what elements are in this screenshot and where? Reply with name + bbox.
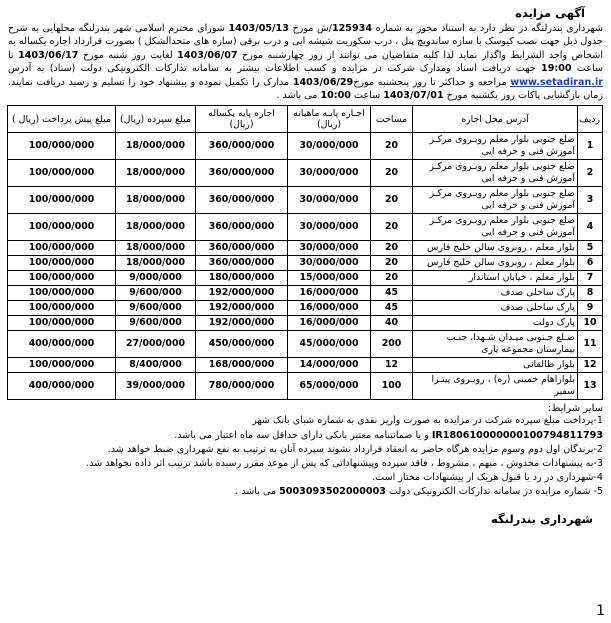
cell-yearly: 180/000/000 [196,271,288,286]
condition-1-text-b: و یا ضمانتنامه معتبر بانکی دارای حداقل سه ماه اعتبار می باشد. [174,429,432,441]
intro-text-2: /ش مورخ [288,23,332,34]
ad-title: آگهی مزایده [515,6,585,20]
cell-deposit: 8/400/000 [116,358,196,373]
cell-prepay: 400/000/000 [8,331,116,358]
cell-prepay: 100/000/000 [8,316,116,331]
cell-address: بلوار معلم ، خیابان استاندار [413,271,578,286]
intro-text-1: شهرداری بندرلنگه در نظر دارد به استناد مجوز به شماره [372,23,604,34]
cell-area: 20 [371,271,413,286]
cell-prepay: 100/000/000 [8,133,116,160]
cell-row: 13 [578,373,603,400]
cell-yearly: 192/000/000 [196,301,288,316]
cell-deposit: 9/000/000 [116,271,196,286]
table-header-row [8,106,603,133]
table-row [8,358,603,373]
cell-deposit: 9/600/000 [116,286,196,301]
cell-monthly: 30/000/000 [288,187,371,214]
intro-text-9: ساعت [350,90,384,102]
cell-prepay: 100/000/000 [8,160,116,187]
intro-text-8: مدارک را تکمیل نموده و پیشنهاد خود را تسلیم و رسید دریافت نمایند. زمان بازگشایی پاکات روز یکشنبه مورخ [8,76,603,102]
table-row [8,187,603,214]
cell-address: پارک ساحلی صدف [413,301,578,316]
ad-intro [8,22,603,102]
cell-monthly: 15/000/000 [288,271,371,286]
condition-4: 4-شهرداری در رد یا قبول هریک از پیشنهادات مختار است. [372,472,603,484]
table-row [8,133,603,160]
cell-monthly: 65/000/000 [288,373,371,400]
cell-prepay: 400/000/000 [8,373,116,400]
cell-yearly: 360/000/000 [196,241,288,256]
header-monthly-rent: اجـاره پایـه ماهیانه (ریال) [288,106,371,133]
table-row [8,256,603,271]
permit-number: 125934 [331,23,372,34]
condition-1 [8,414,603,442]
table-row [8,316,603,331]
cell-area: 20 [371,160,413,187]
table-body [8,133,603,400]
cell-row: 2 [578,160,603,187]
cell-prepay: 100/000/000 [8,286,116,301]
cell-address: ضلع جنوبی بلوار معلم روبـروی مرکـز آموزش فنی و حرفه ایی [413,160,578,187]
cell-area: 45 [371,301,413,316]
end-date: 1403/06/17 [18,49,79,61]
cell-address: ضـلع جـنوبی میـدان شـهدا، جنـب بیمارستان مجموعه یاری [413,331,578,358]
cell-monthly: 30/000/000 [288,160,371,187]
cell-area: 12 [371,358,413,373]
intro-text-4: لغایت روز شنبه مورخ [78,49,178,61]
cell-prepay: 100/000/000 [8,187,116,214]
cell-area: 20 [371,256,413,271]
intro-text-3: شورای محترم اسلامی شهر بندرلنگه محلهایی به شرح جدول ذیل جهت نصب کیوسک با سازه ساندویچ پنل ، درب سکوریت شیشه ایی و درب برقی (سازه های متحدالشکل ) بصورت قرارداد اجاره یکساله به اشخاص واجد الشرایط واگذار نماید لذا کلیه متقاضیان می توانند از روز چهارشنبه مورخ [8,23,603,61]
condition-2: 2-برندگان اول دوم وسوم مزایده هرگاه حاضر به انعقاد قرارداد نشوند سپرده آنان به ترتیب به نفع شهرداری ضبط خواهد شد. [107,443,603,455]
cell-address: بلوار طالقانی [413,358,578,373]
table-row [8,214,603,241]
cell-yearly: 192/000/000 [196,316,288,331]
open-time: 10:00 [320,90,351,102]
cell-area: 20 [371,241,413,256]
cell-address: بلوار معلم ، روبروی سالن خلیج فارس [413,241,578,256]
open-date: 1403/07/01 [383,90,444,102]
cell-row: 7 [578,271,603,286]
cell-area: 20 [371,187,413,214]
cell-row: 10 [578,316,603,331]
corner-mark: 1 [596,603,605,619]
cell-deposit: 9/600/000 [116,316,196,331]
cell-prepay: 100/000/000 [8,358,116,373]
cell-row: 4 [578,214,603,241]
cell-address: ضلع جنوبی بلوار معلم روبـروی مرکـز آموزش فنی و حرفه ایی [413,187,578,214]
cell-monthly: 30/000/000 [288,256,371,271]
cell-monthly: 45/000/000 [288,331,371,358]
table-row [8,241,603,256]
cell-row: 8 [578,286,603,301]
intro-text-5: تا ساعت [8,49,603,75]
cell-area: 45 [371,286,413,301]
conditions-title: سایر شرایط: [547,403,603,415]
signature: شهرداری بندرلنگه [490,511,593,526]
cell-row: 3 [578,187,603,214]
cell-row: 1 [578,133,603,160]
table-row [8,331,603,358]
cell-yearly: 360/000/000 [196,133,288,160]
submit-date: 1403/06/29 [292,76,354,88]
header-prepayment: مبلغ پیش پرداخت (ریال ) [8,106,116,133]
sheba-number: IR180610000000100794811793 [431,429,603,441]
condition-5-text-b: می باشد . [235,486,280,498]
cell-monthly: 16/000/000 [288,316,371,331]
cell-row: 6 [578,256,603,271]
header-yearly-rent: اجاره پایه یکساله (ریال) [196,106,288,133]
intro-text-6: جهت دریافت اسناد ومدارک شرکت در مزایده و کسب اطلاعات بیشتر به سامانه تدارکات الکترونیکی دولت (ستاد) به آدرس [8,63,542,75]
cell-yearly: 360/000/000 [196,256,288,271]
cell-deposit: 39/000/000 [116,373,196,400]
header-address: آدرس محل اجاره [413,106,578,133]
cell-address: پارک ساحلی صدف [413,286,578,301]
cell-monthly: 30/000/000 [288,214,371,241]
cell-row: 11 [578,331,603,358]
cell-row: 5 [578,241,603,256]
cell-deposit: 18/000/000 [116,187,196,214]
cell-deposit: 27/000/000 [116,331,196,358]
header-area: مساحت [371,106,413,133]
cell-prepay: 100/000/000 [8,241,116,256]
ad-page [8,6,603,526]
cell-deposit: 9/600/000 [116,301,196,316]
cell-deposit: 18/000/000 [116,160,196,187]
cell-row: 9 [578,301,603,316]
locations-table [7,105,603,400]
cell-area: 200 [371,331,413,358]
intro-text-10: می باشد . [276,90,321,102]
cell-prepay: 100/000/000 [8,256,116,271]
cell-address: بلواراهام خمینی (ره) ، روبـروی پیتـزا سفیر [413,373,578,400]
cell-address: پارک دولت [413,316,578,331]
table-row [8,271,603,286]
cell-deposit: 18/000/000 [116,133,196,160]
condition-5-text: 5- شماره مزایده در سامانه تدارکات الکترونیکی دولت [385,486,603,498]
intro-text-7: مراجعه و حداکثر تا روز پنجشنبه مورخ [353,76,511,88]
table-row [8,373,603,400]
condition-1-text: 1-پرداخت مبلغ سپرده شرکت در مزایده به صورت واریز نقدی به شماره شبای بانک شهر [252,415,603,427]
cell-address: ضلع جنوبی بلوار معلم روبـروی مرکـز آموزش فنی و حرفه ایی [413,214,578,241]
cell-prepay: 100/000/000 [8,301,116,316]
cell-yearly: 780/000/000 [196,373,288,400]
condition-5 [8,485,603,499]
cell-deposit: 18/000/000 [116,214,196,241]
cell-monthly: 16/000/000 [288,301,371,316]
end-time: 19:00 [541,63,572,75]
cell-yearly: 168/000/000 [196,358,288,373]
cell-yearly: 360/000/000 [196,187,288,214]
start-date: 1403/06/07 [177,49,238,61]
table-row [8,301,603,316]
cell-yearly: 192/000/000 [196,286,288,301]
permit-date: 1403/05/13 [228,23,289,34]
cell-monthly: 30/000/000 [288,133,371,160]
cell-deposit: 18/000/000 [116,256,196,271]
cell-row: 12 [578,358,603,373]
table-row [8,286,603,301]
cell-monthly: 14/000/000 [288,358,371,373]
table-row [8,160,603,187]
cell-address: ضلع جنوبی بلوار معلم روبـروی مرکـز آموزش فنی و حرفه ایی [413,133,578,160]
cell-address: بلوار معلم ، روبروی سالن خلیج فارس [413,256,578,271]
condition-3: 3-به پیشنهادات مخدوش ، مبهم ، مشروط ، فاقد سپرده وپیشنهاداتی که پس از موعد مقرر رسیده باشد ترتیب اثر داده نخواهد شد. [86,458,603,470]
cell-area: 20 [371,133,413,160]
header-deposit: مبلغ سپرده (ریال) [116,106,196,133]
cell-yearly: 360/000/000 [196,214,288,241]
setad-website-link[interactable]: www.setadiran.ir [510,76,603,88]
cell-area: 40 [371,316,413,331]
cell-prepay: 100/000/000 [8,271,116,286]
cell-deposit: 18/000/000 [116,241,196,256]
cell-monthly: 16/000/000 [288,286,371,301]
header-row-no: ردیف [578,106,603,133]
cell-area: 20 [371,214,413,241]
cell-monthly: 30/000/000 [288,241,371,256]
cell-prepay: 100/000/000 [8,214,116,241]
cell-yearly: 450/000/000 [196,331,288,358]
cell-yearly: 360/000/000 [196,160,288,187]
cell-area: 100 [371,373,413,400]
auction-number: 5003093502000003 [279,486,386,498]
